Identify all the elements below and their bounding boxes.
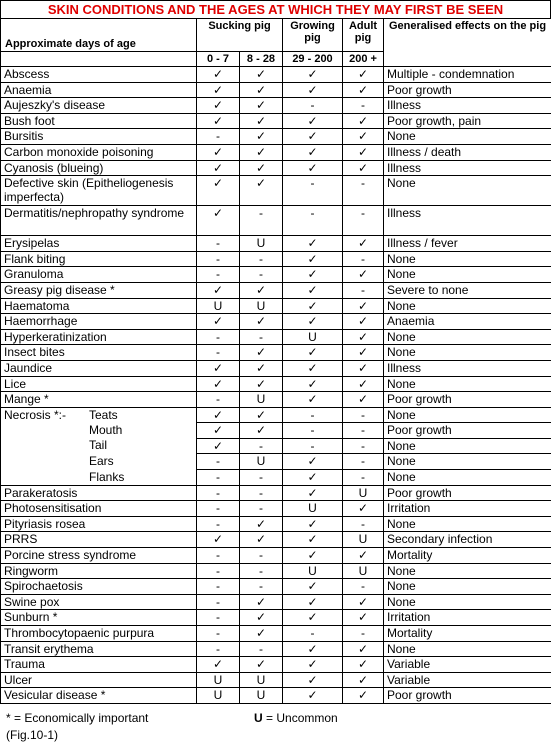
effect-cell: Illness — [384, 160, 551, 176]
condition-name: Anaemia — [1, 82, 197, 98]
age-mark: ✓ — [197, 360, 240, 376]
age-mark: - — [343, 516, 384, 532]
age-mark: U — [240, 688, 283, 704]
effect-cell: None — [384, 329, 551, 345]
age-label: Approximate days of age — [1, 19, 197, 52]
effect-cell: Anaemia — [384, 314, 551, 330]
age-mark: ✓ — [197, 282, 240, 298]
age-mark: - — [283, 206, 343, 236]
effect-cell: None — [384, 176, 551, 206]
age-mark: - — [197, 485, 240, 501]
uncommon-text: = Uncommon — [262, 711, 338, 725]
effect-cell: None — [384, 641, 551, 657]
condition-name: Haematoma — [1, 298, 197, 314]
range-200-plus: 200 + — [343, 52, 384, 67]
effect-cell: Mortality — [384, 626, 551, 642]
effect-cell: Irritation — [384, 501, 551, 517]
page-title: SKIN CONDITIONS AND THE AGES AT WHICH THEY MAY FIRST BE SEEN — [0, 0, 551, 19]
age-mark: ✓ — [197, 206, 240, 236]
age-mark: U — [240, 236, 283, 252]
age-mark: U — [343, 532, 384, 548]
condition-name: Mange * — [1, 392, 197, 408]
effect-cell: None — [384, 129, 551, 145]
age-mark: ✓ — [240, 407, 283, 423]
age-mark: U — [240, 392, 283, 408]
effect-cell: None — [384, 407, 551, 423]
age-mark: ✓ — [283, 594, 343, 610]
table-row — [1, 267, 551, 283]
table-row — [1, 657, 551, 673]
table-row — [1, 672, 551, 688]
condition-name: Vesicular disease * — [1, 688, 197, 704]
effect-cell: Severe to none — [384, 282, 551, 298]
age-mark: - — [283, 438, 343, 454]
age-mark: - — [343, 438, 384, 454]
age-mark: ✓ — [240, 282, 283, 298]
age-mark: ✓ — [343, 236, 384, 252]
age-mark: ✓ — [240, 626, 283, 642]
age-mark: ✓ — [240, 98, 283, 114]
age-mark: - — [283, 626, 343, 642]
condition-name: Hyperkeratinization — [1, 329, 197, 345]
effect-cell: Poor growth — [384, 82, 551, 98]
age-mark: ✓ — [343, 594, 384, 610]
age-mark: ✓ — [343, 298, 384, 314]
age-mark: - — [197, 579, 240, 595]
age-mark: ✓ — [343, 657, 384, 673]
age-mark: ✓ — [343, 641, 384, 657]
age-mark: ✓ — [283, 282, 343, 298]
age-mark: U — [240, 454, 283, 470]
age-mark: - — [240, 470, 283, 486]
footnote-uncommon — [254, 711, 338, 725]
age-mark: - — [197, 594, 240, 610]
condition-name: Porcine stress syndrome — [1, 548, 197, 564]
table-row — [1, 501, 551, 517]
necrosis-label: Necrosis *:- — [4, 407, 67, 422]
age-mark: ✓ — [240, 360, 283, 376]
table-row — [1, 206, 551, 236]
age-mark: ✓ — [240, 67, 283, 83]
age-mark: ✓ — [343, 672, 384, 688]
table-row — [1, 454, 551, 470]
age-mark: ✓ — [283, 657, 343, 673]
age-mark: U — [283, 563, 343, 579]
age-mark: ✓ — [343, 113, 384, 129]
age-mark: - — [197, 251, 240, 267]
condition-name: Cyanosis (blueing) — [1, 160, 197, 176]
age-mark: ✓ — [283, 454, 343, 470]
effect-cell: Variable — [384, 657, 551, 673]
age-mark: U — [197, 688, 240, 704]
effect-cell: Multiple - condemnation — [384, 67, 551, 83]
age-mark: ✓ — [343, 314, 384, 330]
age-mark: ✓ — [197, 176, 240, 206]
effect-cell: Mortality — [384, 548, 551, 564]
age-mark: - — [197, 345, 240, 361]
age-mark: ✓ — [343, 376, 384, 392]
age-mark: - — [343, 423, 384, 439]
effect-cell: None — [384, 579, 551, 595]
effect-cell: None — [384, 267, 551, 283]
effect-cell: Illness — [384, 98, 551, 114]
age-mark: ✓ — [197, 438, 240, 454]
table-row — [1, 298, 551, 314]
age-mark: ✓ — [197, 407, 240, 423]
table-row — [1, 314, 551, 330]
age-mark: - — [343, 454, 384, 470]
age-mark: ✓ — [343, 392, 384, 408]
necrosis-sub: Ears — [1, 454, 197, 470]
age-mark: - — [197, 610, 240, 626]
age-mark: ✓ — [283, 532, 343, 548]
age-mark: - — [283, 423, 343, 439]
condition-name: Erysipelas — [1, 236, 197, 252]
condition-name: Granuloma — [1, 267, 197, 283]
age-mark: ✓ — [343, 129, 384, 145]
header-row — [1, 19, 551, 52]
condition-name: Carbon monoxide poisoning — [1, 144, 197, 160]
age-mark: ✓ — [240, 113, 283, 129]
necrosis-sub: Tail — [1, 438, 197, 454]
condition-name: Swine pox — [1, 594, 197, 610]
age-mark: ✓ — [240, 82, 283, 98]
age-mark: - — [240, 438, 283, 454]
age-mark: ✓ — [240, 532, 283, 548]
effect-cell: None — [384, 376, 551, 392]
table-row — [1, 67, 551, 83]
condition-name: Parakeratosis — [1, 485, 197, 501]
age-mark: ✓ — [283, 485, 343, 501]
age-mark: - — [197, 129, 240, 145]
age-mark: ✓ — [343, 160, 384, 176]
table-row — [1, 282, 551, 298]
effect-cell: None — [384, 563, 551, 579]
age-mark: - — [197, 329, 240, 345]
effect-cell: Poor growth — [384, 423, 551, 439]
age-mark: - — [283, 98, 343, 114]
table-row — [1, 532, 551, 548]
condition-name: Bush foot — [1, 113, 197, 129]
condition-name: Abscess — [1, 67, 197, 83]
age-mark: ✓ — [197, 423, 240, 439]
condition-name: Pityriasis rosea — [1, 516, 197, 532]
effect-cell: Poor growth — [384, 392, 551, 408]
table-row — [1, 345, 551, 361]
age-mark: - — [197, 236, 240, 252]
age-mark: U — [343, 563, 384, 579]
necrosis-sub: Flanks — [1, 470, 197, 486]
effect-cell: Illness — [384, 360, 551, 376]
age-mark: ✓ — [197, 144, 240, 160]
age-mark: - — [197, 267, 240, 283]
age-mark: - — [343, 176, 384, 206]
age-mark: ✓ — [197, 98, 240, 114]
age-mark: - — [283, 407, 343, 423]
table-row — [1, 82, 551, 98]
age-mark: - — [283, 176, 343, 206]
table-row — [1, 594, 551, 610]
age-mark: ✓ — [283, 470, 343, 486]
effect-cell: Poor growth — [384, 485, 551, 501]
range-8-28: 8 - 28 — [240, 52, 283, 67]
condition-name: Jaundice — [1, 360, 197, 376]
age-mark: ✓ — [343, 501, 384, 517]
effect-cell: Irritation — [384, 610, 551, 626]
effect-cell: Secondary infection — [384, 532, 551, 548]
age-mark: ✓ — [283, 610, 343, 626]
age-mark: - — [197, 501, 240, 517]
table-row — [1, 516, 551, 532]
sucking-pig-header: Sucking pig — [197, 19, 283, 52]
age-mark: U — [343, 485, 384, 501]
age-mark: - — [343, 407, 384, 423]
age-mark: ✓ — [283, 267, 343, 283]
age-mark: - — [240, 501, 283, 517]
age-mark: - — [343, 282, 384, 298]
table-row — [1, 129, 551, 145]
table-row — [1, 144, 551, 160]
age-mark: - — [197, 641, 240, 657]
age-mark: - — [240, 329, 283, 345]
age-mark: ✓ — [283, 129, 343, 145]
adult-pig-header: Adult pig — [343, 19, 384, 52]
age-mark: - — [197, 392, 240, 408]
age-mark: ✓ — [343, 144, 384, 160]
age-mark: ✓ — [343, 345, 384, 361]
empty-cell — [1, 52, 197, 67]
table-row — [1, 548, 551, 564]
effect-cell: None — [384, 454, 551, 470]
necrosis-sub: Mouth — [1, 423, 197, 439]
table-row — [1, 329, 551, 345]
footnote-economic: * = Economically important — [6, 711, 149, 725]
age-mark: ✓ — [283, 360, 343, 376]
age-mark: U — [197, 298, 240, 314]
range-0-7: 0 - 7 — [197, 52, 240, 67]
age-mark: ✓ — [240, 176, 283, 206]
age-mark: - — [240, 251, 283, 267]
age-mark: ✓ — [240, 594, 283, 610]
condition-name: Defective skin (Epitheliogenesis imperfecta) — [1, 176, 197, 206]
condition-name: Haemorrhage — [1, 314, 197, 330]
effect-cell: None — [384, 594, 551, 610]
condition-name: Lice — [1, 376, 197, 392]
age-mark: ✓ — [343, 688, 384, 704]
age-mark: ✓ — [343, 67, 384, 83]
age-mark: ✓ — [197, 314, 240, 330]
age-mark: - — [197, 516, 240, 532]
skin-conditions-table — [0, 18, 551, 704]
age-mark: ✓ — [283, 144, 343, 160]
age-mark: U — [240, 672, 283, 688]
age-mark: ✓ — [240, 376, 283, 392]
age-mark: ✓ — [197, 82, 240, 98]
age-mark: ✓ — [343, 82, 384, 98]
age-mark: ✓ — [240, 516, 283, 532]
age-mark: ✓ — [283, 688, 343, 704]
age-mark: ✓ — [283, 113, 343, 129]
age-mark: - — [240, 641, 283, 657]
table-row — [1, 563, 551, 579]
condition-name: Ringworm — [1, 563, 197, 579]
figure-reference: (Fig.10-1) — [6, 728, 59, 742]
age-mark: ✓ — [343, 548, 384, 564]
age-mark: ✓ — [343, 267, 384, 283]
table-row — [1, 113, 551, 129]
table-row — [1, 641, 551, 657]
condition-name: Spirochaetosis — [1, 579, 197, 595]
age-mark: ✓ — [197, 532, 240, 548]
age-mark: ✓ — [283, 251, 343, 267]
age-mark: - — [240, 206, 283, 236]
age-mark: - — [197, 548, 240, 564]
table-row — [1, 251, 551, 267]
condition-name: Thrombocytopaenic purpura — [1, 626, 197, 642]
age-mark: ✓ — [283, 236, 343, 252]
age-mark: - — [240, 563, 283, 579]
effect-cell: None — [384, 470, 551, 486]
table-row — [1, 376, 551, 392]
condition-name: Insect bites — [1, 345, 197, 361]
age-mark: ✓ — [283, 298, 343, 314]
table-row — [1, 98, 551, 114]
table-row — [1, 236, 551, 252]
condition-name: Aujeszky's disease — [1, 98, 197, 114]
age-mark: ✓ — [240, 610, 283, 626]
age-mark: ✓ — [283, 516, 343, 532]
effect-cell: Illness / fever — [384, 236, 551, 252]
age-mark: ✓ — [240, 423, 283, 439]
effect-cell: Illness / death — [384, 144, 551, 160]
age-mark: - — [240, 485, 283, 501]
age-mark: ✓ — [343, 360, 384, 376]
table-row — [1, 485, 551, 501]
age-mark: - — [197, 626, 240, 642]
table-row — [1, 160, 551, 176]
age-mark: ✓ — [283, 82, 343, 98]
condition-name: Transit erythema — [1, 641, 197, 657]
condition-name: Greasy pig disease * — [1, 282, 197, 298]
age-mark: ✓ — [240, 314, 283, 330]
effects-header: Generalised effects on the pig — [384, 19, 551, 67]
age-mark: ✓ — [283, 579, 343, 595]
condition-name: Trauma — [1, 657, 197, 673]
age-mark: ✓ — [240, 657, 283, 673]
necrosis-sub — [1, 407, 197, 423]
age-mark: - — [343, 206, 384, 236]
condition-name: Bursitis — [1, 129, 197, 145]
age-mark: - — [343, 470, 384, 486]
effect-cell: None — [384, 298, 551, 314]
age-mark: ✓ — [343, 329, 384, 345]
age-mark: ✓ — [240, 129, 283, 145]
age-mark: ✓ — [343, 610, 384, 626]
age-mark: ✓ — [240, 345, 283, 361]
age-mark: U — [283, 501, 343, 517]
age-mark: - — [197, 454, 240, 470]
age-mark: - — [197, 470, 240, 486]
age-mark: ✓ — [283, 392, 343, 408]
effect-cell: None — [384, 516, 551, 532]
age-mark: ✓ — [283, 160, 343, 176]
necrosis-sub-name: Teats — [89, 407, 118, 422]
table-row — [1, 360, 551, 376]
table-row — [1, 407, 551, 423]
age-mark: ✓ — [197, 160, 240, 176]
range-29-200: 29 - 200 — [283, 52, 343, 67]
age-mark: - — [240, 548, 283, 564]
age-mark: - — [240, 579, 283, 595]
age-mark: - — [343, 98, 384, 114]
age-mark: ✓ — [283, 314, 343, 330]
age-mark: - — [197, 563, 240, 579]
age-mark: U — [197, 672, 240, 688]
age-mark: ✓ — [283, 548, 343, 564]
age-mark: U — [240, 298, 283, 314]
table-row — [1, 579, 551, 595]
age-mark: ✓ — [197, 657, 240, 673]
growing-pig-header: Growing pig — [283, 19, 343, 52]
age-mark: ✓ — [283, 641, 343, 657]
age-mark: - — [343, 579, 384, 595]
table-row — [1, 470, 551, 486]
age-mark: ✓ — [283, 67, 343, 83]
age-mark: - — [240, 267, 283, 283]
table-row — [1, 626, 551, 642]
effect-cell: None — [384, 345, 551, 361]
effect-cell: Poor growth — [384, 688, 551, 704]
age-mark: ✓ — [240, 160, 283, 176]
effect-cell: None — [384, 251, 551, 267]
age-mark: ✓ — [240, 144, 283, 160]
age-mark: ✓ — [197, 67, 240, 83]
age-mark: ✓ — [197, 376, 240, 392]
effect-cell: Illness — [384, 206, 551, 236]
age-mark: U — [283, 329, 343, 345]
condition-name: PRRS — [1, 532, 197, 548]
age-mark: - — [343, 626, 384, 642]
effect-cell: None — [384, 438, 551, 454]
condition-name: Ulcer — [1, 672, 197, 688]
table-row — [1, 176, 551, 206]
condition-name: Sunburn * — [1, 610, 197, 626]
table-row — [1, 610, 551, 626]
uncommon-symbol: U — [254, 711, 263, 725]
table-row — [1, 392, 551, 408]
effect-cell: Variable — [384, 672, 551, 688]
age-mark: - — [343, 251, 384, 267]
table-row — [1, 438, 551, 454]
condition-name: Dermatitis/nephropathy syndrome — [1, 206, 197, 236]
condition-name: Flank biting — [1, 251, 197, 267]
age-mark: ✓ — [197, 113, 240, 129]
effect-cell: Poor growth, pain — [384, 113, 551, 129]
age-mark: ✓ — [283, 345, 343, 361]
condition-name: Photosensitisation — [1, 501, 197, 517]
table-row — [1, 423, 551, 439]
age-mark: ✓ — [283, 672, 343, 688]
age-mark: ✓ — [283, 376, 343, 392]
table-row — [1, 688, 551, 704]
